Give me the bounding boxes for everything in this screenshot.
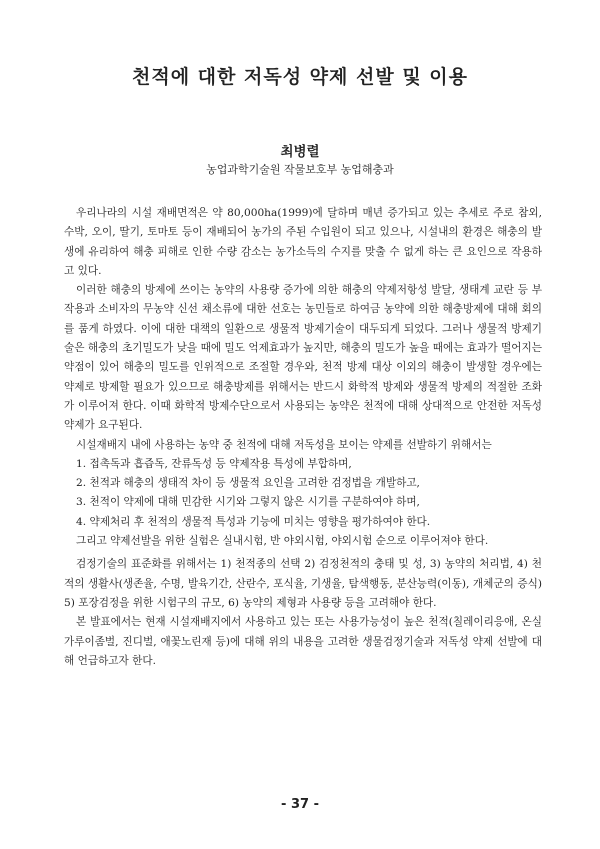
paragraph: 이러한 해충의 방제에 쓰이는 농약의 사용량 증가에 의한 해충의 약제저항성 발달, 생태계 교란 등 부작용과 소비자의 무농약 신선 채소류에 대한 선호는 농민들로 하여금 농약에 의한 해충방제에 대해 회의를 품게 하였다. 이에 대한 대책의 일환으로 생물적 방제기술이 대두되게 되었다. 그러나 생물적 방제기술은 해충의 초기밀도가 낮을 때에 밀도 억제효과가 높지만, 해충의 밀도가 높을 때에는 효과가 떨어지는 약점이 있어 해충의 밀도를 인위적으로 조절할 경우와, 천적 방제 대상 이외의 해충이 발생할 경우에는 약제로 방제할 필요가 있으므로 해충방제를 위해서는 반드시 화학적 방제와 생물적 방제의 적절한 조화가 이루어져 한다. 이때 화학적 방제수단으로서 사용되는 농약은 천적에 대해 상대적으로 안전한 저독성약제가 요구된다. <box>64 284 542 432</box>
paragraph: 그리고 약제선발을 위한 실험은 실내시험, 반 야외시험, 야외시험 순으로 이루어져야 한다. <box>76 535 489 548</box>
paragraph: 우리나라의 시설 재배면적은 약 80,000ha(1999)에 달하며 매년 증가되고 있는 추세로 주로 참외, 수박, 오이, 딸기, 토마토 등이 재배되어 농가의 주된 수입원이 되고 있으나, 시설내의 환경은 해충의 발생에 유리하여 해충 피해로 인한 수량 감소는 농가소득의 수지를 맞출 수 없게 하는 큰 요인으로 작용하고 있다. <box>64 207 542 277</box>
paragraph: 시설재배지 내에 사용하는 농약 중 천적에 대해 저독성을 보이는 약제를 선발하기 위해서는 <box>76 438 492 451</box>
author-affiliation: 농업과학기술원 작물보호부 농업해충과 <box>206 163 394 176</box>
list-item: 2. 천적과 해충의 생태적 차이 등 생물적 요인을 고려한 검정법을 개발하고, <box>76 477 420 490</box>
body-text <box>64 204 542 671</box>
author-name: 최병렬 <box>280 144 320 160</box>
list-item: 3. 천적이 약제에 대해 민감한 시기와 그렇지 않은 시기를 구분하여야 하며, <box>76 496 420 509</box>
paragraph: 본 발표에서는 현재 시설재배지에서 사용하고 있는 또는 사용가능성이 높은 천적(칠레이리응애, 온실가루이좀벌, 진디벌, 애꽃노린재 등)에 대해 위의 내용을 고려한 생물검정기술과 저독성 약제 선발에 대해 언급하고자 한다. <box>64 616 542 667</box>
paper-title: 천적에 대한 저독성 약제 선발 및 이용 <box>132 66 468 88</box>
page-number: - 37 - <box>281 797 319 812</box>
list-item: 1. 접촉독과 흡즙독, 잔류독성 등 약제작용 특성에 부합하며, <box>76 457 352 470</box>
paragraph: 검정기술의 표준화를 위해서는 1) 천적종의 선택 2) 검정천적의 충태 및 성, 3) 농약의 처리법, 4) 천적의 생활사(생존율, 수명, 발육기간, 산란수, 포식율, 기생율, 탐색행동, 분산능력(이동), 개체군의 증식) 5) 포장검정을 위한 시험구의 규모, 6) 농약의 제형과 사용량 등을 고려해야 한다. <box>64 558 542 609</box>
list-item: 4. 약제처리 후 천적의 생물적 특성과 기능에 미치는 영향을 평가하여야 한다. <box>76 515 431 528</box>
